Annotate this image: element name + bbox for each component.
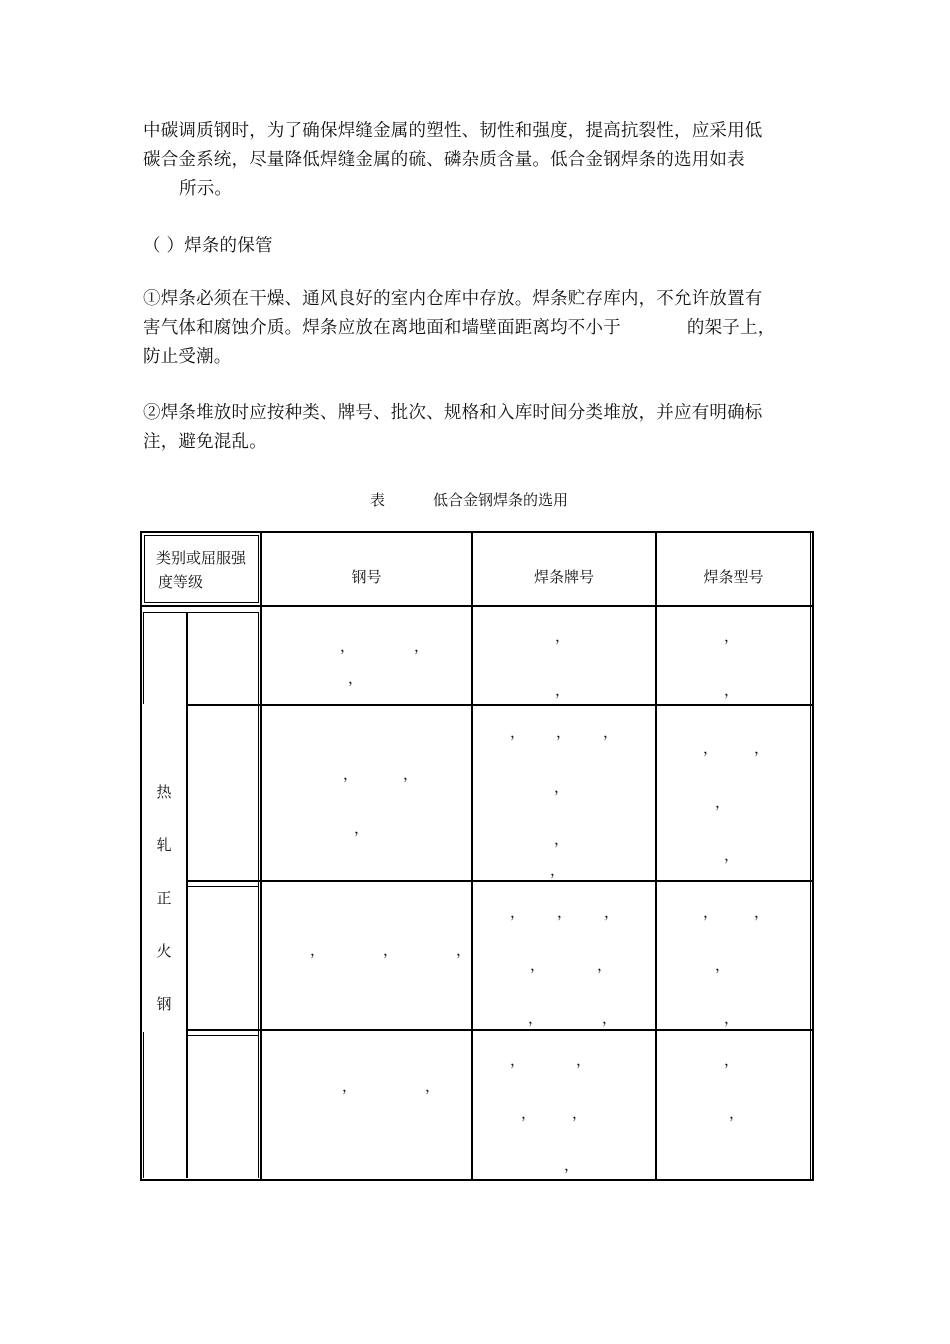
paragraph-1-line-1: 中碳调质钢时，为了确保焊缝金属的塑性、韧性和强度，提高抗裂性，应采用低 <box>143 121 763 141</box>
paragraph-2 <box>143 285 813 372</box>
cell-separator: ， <box>703 739 719 757</box>
cell-separator: ， <box>715 793 731 811</box>
electrode-selection-table <box>140 531 814 1181</box>
group-label-char: 热 <box>156 783 172 801</box>
cell-separator: ， <box>550 861 566 879</box>
cell-separator: ， <box>564 1156 580 1174</box>
cell-separator: ， <box>354 819 370 837</box>
table-divider <box>655 531 657 1181</box>
cell-separator: ， <box>555 681 571 699</box>
cell-separator: ， <box>383 941 399 959</box>
table-divider <box>186 1029 812 1031</box>
table-divider <box>186 612 188 1178</box>
header-category-line-2: 度等级 <box>158 573 204 591</box>
table-divider <box>144 535 145 603</box>
table-divider <box>810 531 811 1181</box>
header-category-line-1: 类别或屈服强 <box>155 549 246 567</box>
cell-separator: ， <box>724 1051 740 1069</box>
cell-separator: ， <box>510 723 526 741</box>
cell-separator: ， <box>602 1009 618 1027</box>
paragraph-3-line-2: 注，避免混乱。 <box>143 432 267 452</box>
cell-separator: ， <box>754 739 770 757</box>
group-label <box>152 780 176 1045</box>
cell-separator: ， <box>703 903 719 921</box>
cell-separator: ， <box>724 1009 740 1027</box>
paragraph-2-line-2-part-a: 害气体和腐蚀介质。焊条应放在离地面和墙壁面距离均不小于 <box>143 318 621 338</box>
cell-separator: ， <box>715 956 731 974</box>
group-label-char: 钢 <box>156 995 172 1013</box>
table-caption-prefix: 表 <box>370 491 386 509</box>
section-heading: （ ）焊条的保管 <box>143 236 273 256</box>
cell-separator: ， <box>729 1104 745 1122</box>
cell-separator: ， <box>310 941 326 959</box>
cell-separator: ， <box>425 1077 441 1095</box>
cell-separator: ， <box>521 1104 537 1122</box>
table-divider <box>258 535 259 603</box>
cell-separator: ， <box>557 903 573 921</box>
cell-separator: ， <box>510 1051 526 1069</box>
table-divider <box>260 531 262 1181</box>
cell-separator: ， <box>554 778 570 796</box>
table-divider <box>258 612 259 1178</box>
header-category <box>146 546 256 594</box>
cell-separator: ， <box>555 627 571 645</box>
header-electrode-type: 焊条型号 <box>703 568 764 586</box>
header-electrode-brand: 焊条牌号 <box>533 568 594 586</box>
group-label-char: 正 <box>156 889 172 907</box>
cell-separator: ， <box>530 956 546 974</box>
cell-separator: ， <box>340 637 356 655</box>
cell-separator: ， <box>754 903 770 921</box>
cell-separator: ， <box>572 1104 588 1122</box>
table-divider <box>188 886 258 887</box>
cell-separator: ， <box>403 765 419 783</box>
cell-separator: ， <box>576 1051 592 1069</box>
table-divider <box>188 1035 258 1036</box>
cell-separator: ， <box>597 956 613 974</box>
cell-separator: ， <box>554 830 570 848</box>
paragraph-3-line-1: ②焊条堆放时应按种类、牌号、批次、规格和入库时间分类堆放，并应有明确标 <box>143 403 763 423</box>
cell-separator: ， <box>348 669 364 687</box>
cell-separator: ， <box>343 765 359 783</box>
cell-separator: ， <box>724 846 740 864</box>
table-divider <box>143 612 258 613</box>
table-divider <box>186 704 812 706</box>
paragraph-2-line-2 <box>143 314 813 343</box>
paragraph-1 <box>143 117 813 204</box>
cell-separator: ， <box>724 681 740 699</box>
cell-separator: ， <box>342 1077 358 1095</box>
cell-separator: ， <box>456 941 472 959</box>
group-label-char: 轧 <box>156 836 172 854</box>
paragraph-1-line-2: 碳合金系统，尽量降低焊缝金属的硫、磷杂质含量。低合金钢焊条的选用如表 <box>143 150 745 170</box>
cell-separator: ， <box>528 1009 544 1027</box>
table-divider <box>140 605 814 607</box>
cell-separator: ， <box>556 723 572 741</box>
cell-separator: ， <box>603 723 619 741</box>
table-divider <box>186 880 812 882</box>
table-divider <box>143 1032 144 1178</box>
cell-separator: ， <box>724 627 740 645</box>
paragraph-2-line-1: ①焊条必须在干燥、通风良好的室内仓库中存放。焊条贮存库内，不允许放置有 <box>143 289 763 309</box>
table-divider <box>144 602 258 603</box>
paragraph-1-line-3: 所示。 <box>179 179 233 199</box>
cell-separator: ， <box>604 903 620 921</box>
table-divider <box>471 531 473 1181</box>
paragraph-2-line-3: 防止受潮。 <box>143 347 232 367</box>
table-divider <box>144 535 258 536</box>
group-label-char: 火 <box>156 942 172 960</box>
table-divider <box>143 612 144 704</box>
table-caption-title: 低合金钢焊条的选用 <box>433 491 569 509</box>
paragraph-3 <box>143 399 813 457</box>
header-steel: 钢号 <box>351 568 382 586</box>
cell-separator: ， <box>510 903 526 921</box>
cell-separator: ， <box>414 637 430 655</box>
paragraph-2-line-2-part-b: 的架子上， <box>686 318 776 338</box>
